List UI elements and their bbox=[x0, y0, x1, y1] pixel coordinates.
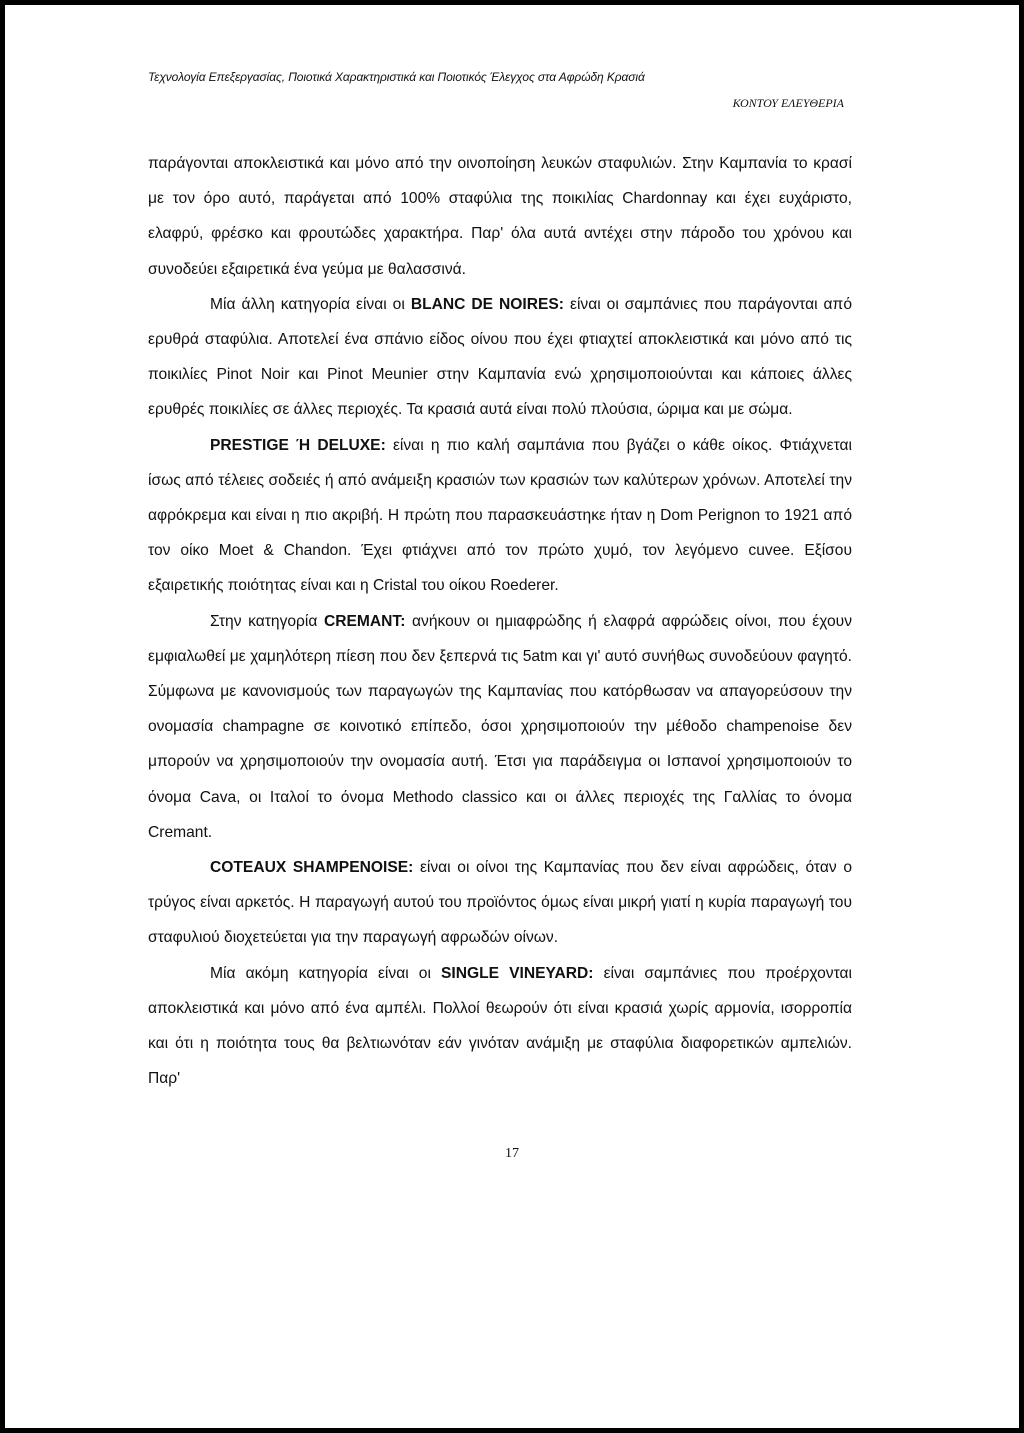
term-blanc-de-noires: BLANC DE NOIRES: bbox=[410, 295, 565, 313]
term-single-vineyard: SINGLE VINEYARD: bbox=[441, 964, 594, 982]
paragraph-continuation: παράγονται αποκλειστικά και μόνο από την οινοποίηση λευκών σταφυλιών. Στην Καμπανία το κρασί με τον όρο αυτό, παράγεται από 100% σταφύλια της ποικιλίας Chardonnay και έχει ευχάριστο, ελαφρύ, φρέσκο και φρουτώδες χαρακτήρα. Παρ' όλα αυτά αντέχει στην πάροδο του χρόνου και συνοδεύει εξαιρετικά ένα γεύμα με θαλασσινά. bbox=[148, 155, 852, 278]
paragraph-lead: Στην κατηγορία bbox=[210, 612, 324, 630]
page-number: 17 bbox=[505, 1146, 519, 1161]
paragraph-single-vineyard bbox=[148, 956, 852, 1097]
paragraph-cremant bbox=[148, 604, 852, 850]
running-author: ΚΟΝΤΟΥ ΕΛΕΥΘΕΡΙΑ bbox=[732, 96, 844, 110]
body-text bbox=[148, 146, 852, 1096]
term-prestige-deluxe: PRESTIGE Ή DELUXE: bbox=[210, 436, 386, 454]
term-coteaux-shampenoise: COTEAUX SHAMPENOISE: bbox=[210, 859, 414, 877]
paragraph-rest: είναι η πιο καλή σαμπάνια που βγάζει ο κάθε οίκος. Φτιάχνεται ίσως από τέλειες σοδειές ή από ανάμειξη κρασιών των κρασιών των καλύτερων χρόνων. Αποτελεί την αφρόκρεμα και είναι η πιο ακριβή. Η πρώτη που παρασκευάστηκε ήταν η Dom Perignon το 1921 από τον οίκο Moet & Chandon. Έχει φτιάχνει από τον πρώτο χυμό, τον λεγόμενο cuvee. Εξίσου εξαιρετικής ποιότητας είναι και η Cristal του οίκου Roederer. bbox=[148, 436, 852, 595]
paragraph-lead: Μία ακόμη κατηγορία είναι οι bbox=[210, 964, 441, 982]
paragraph-rest: είναι σαμπάνιες που προέρχονται αποκλειστικά και μόνο από ένα αμπέλι. Πολλοί θεωρούν ότι είναι κρασιά χωρίς αρμονία, ισορροπία και ότι η ποιότητα τους θα βελτιωνόταν εάν γινόταν ανάμιξη με σταφύλια διαφορετικών αμπελιών. Παρ' bbox=[148, 964, 852, 1088]
term-cremant: CREMANT: bbox=[323, 612, 406, 630]
paragraph-rest: ανήκουν οι ημιαφρώδης ή ελαφρά αφρώδεις οίνοι, που έχουν εμφιαλωθεί με χαμηλότερη πίεση που δεν ξεπερνά τις 5atm και γι' αυτό συνήθως συνοδεύουν φαγητό. Σύμφωνα με κανονισμούς των παραγωγών της Καμπανίας που κατόρθωσαν να απαγορεύσουν την ονομασία champagne σε κοινοτικό επίπεδο, όσοι χρησιμοποιούν την μέθοδο champenoise δεν μπορούν να χρησιμοποιούν την ονομασία αυτή. Έτσι για παράδειγμα οι Ισπανοί χρησιμοποιούν το όνομα Cava, οι Ιταλοί το όνομα Methodo classico και οι άλλες περιοχές της Γαλλίας το όνομα Cremant. bbox=[148, 612, 852, 841]
paragraph-rest: είναι οι σαμπάνιες που παράγονται από ερυθρά σταφύλια. Αποτελεί ένα σπάνιο είδος οίνου που έχει φτιαχτεί αποκλειστικά και μόνο από τις ποικιλίες Pinot Noir και Pinot Meunier στην Καμπανία ενώ χρησιμοποιούνται και κάποιες άλλες ερυθρές ποικιλίες σε άλλες περιοχές. Τα κρασιά αυτά είναι πολύ πλούσια, ώριμα και με σώμα. bbox=[148, 295, 852, 419]
paragraph-coteaux-shampenoise bbox=[148, 850, 852, 956]
paragraph-prestige-deluxe bbox=[148, 428, 852, 604]
paragraph-blanc-de-noires bbox=[148, 287, 852, 428]
paragraph-rest: είναι οι οίνοι της Καμπανίας που δεν είναι αφρώδεις, όταν ο τρύγος είναι αρκετός. Η παραγωγή αυτού του προϊόντος όμως είναι μικρή γιατί η κυρία παραγωγή του σταφυλιού διοχετεύεται για την παραγωγή αφρωδών οίνων. bbox=[148, 859, 852, 947]
running-title: Τεχνολογία Επεξεργασίας, Ποιοτικά Χαρακτηριστικά και Ποιοτικός Έλεγχος στα Αφρώδη Κρασιά bbox=[148, 70, 645, 84]
paragraph-lead: Μία άλλη κατηγορία είναι οι bbox=[210, 295, 411, 313]
